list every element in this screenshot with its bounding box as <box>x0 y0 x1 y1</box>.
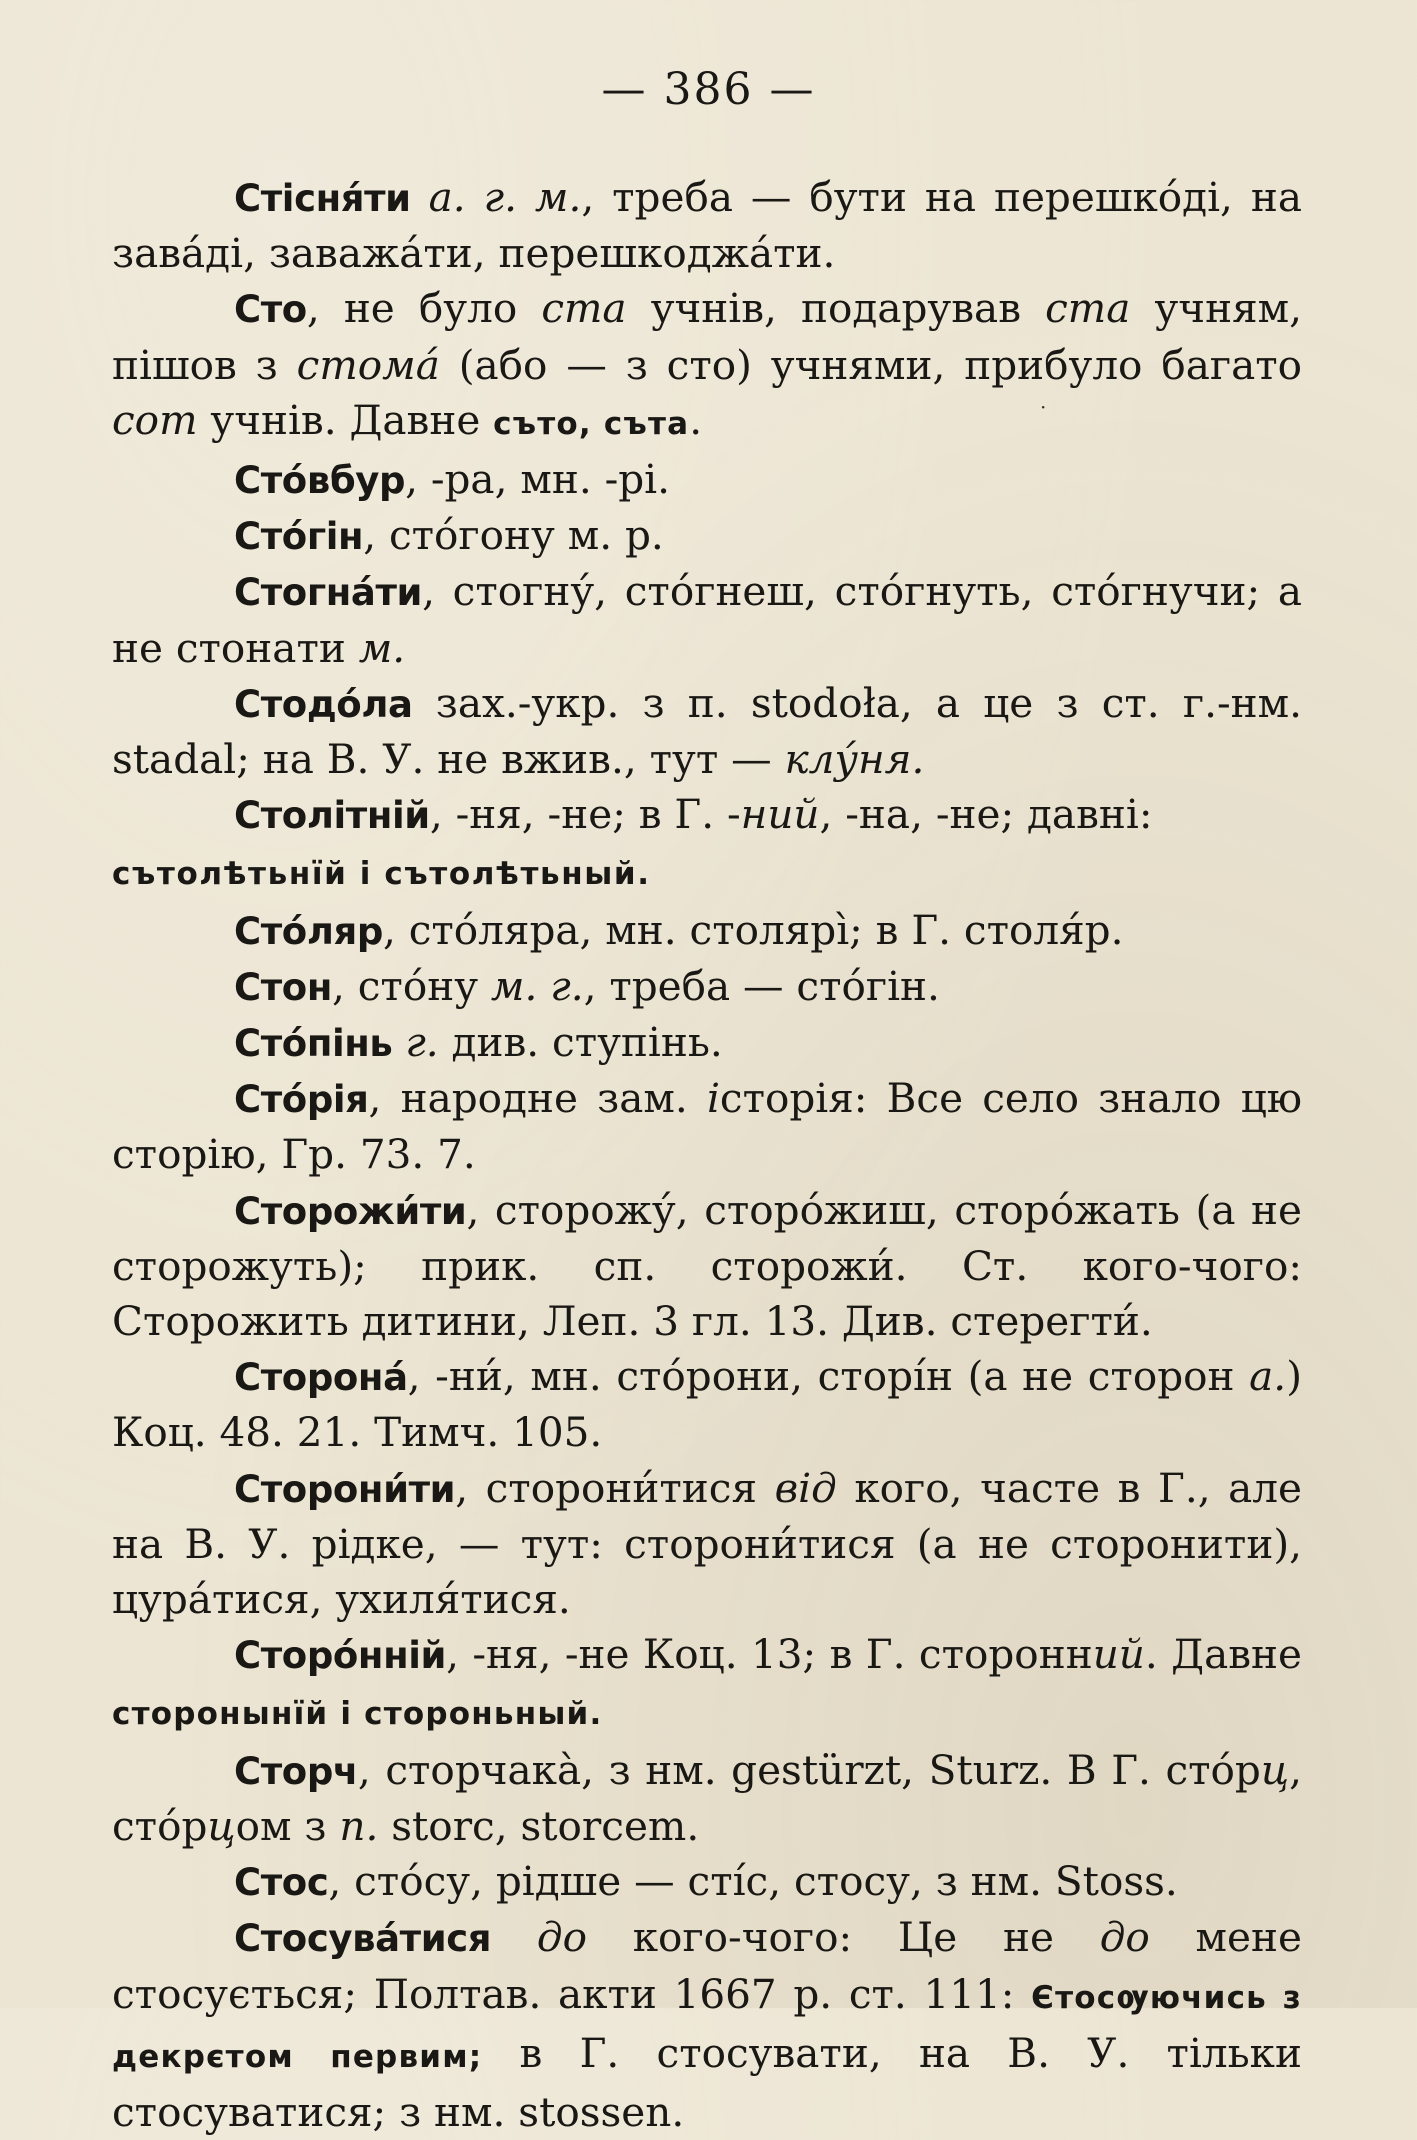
dictionary-entry <box>112 1071 1302 1182</box>
entry-text: , -ни́, мн. сто́рони, сторі́н (а не сторон <box>407 1352 1250 1401</box>
entry-headword: Стісня́ти <box>234 177 411 220</box>
old-slavonic-form: съто, съта <box>493 405 690 442</box>
dictionary-entry <box>112 1743 1302 1854</box>
entry-text <box>392 1018 405 1066</box>
entry-text: ) Коц. 48. 21. Тимч. 105. <box>112 1352 1302 1457</box>
dictionary-entry <box>112 281 1302 452</box>
entry-italic: ц <box>207 1801 236 1850</box>
entry-text: див. ступінь. <box>438 1018 723 1067</box>
entry-italic: м. г. <box>490 961 584 1010</box>
entry-italic: до <box>1099 1913 1150 1962</box>
entry-text: . <box>689 395 703 444</box>
ink-speck: · <box>1040 395 1047 419</box>
entry-text: , -ня, -не; в Г. - <box>429 790 741 839</box>
entry-text: , сто́р <box>112 1745 1302 1850</box>
entry-italic: ста <box>1045 284 1131 333</box>
entry-text: кого, часте в Г., але на В. У. рідке, — тут: сторони́тися (а не сторонити), цура́тися, ухиля́тися. <box>112 1463 1302 1624</box>
old-slavonic-form: сторонынїй і стороньный. <box>112 1696 603 1733</box>
entry-headword: Стогна́ти <box>234 571 423 615</box>
entry-headword: Сто́рія <box>234 1078 369 1122</box>
dictionary-entry <box>112 1854 1302 1910</box>
entry-headword: Стос <box>234 1861 329 1905</box>
dictionary-entry <box>112 1627 1302 1742</box>
entry-text: , сторони́тися <box>455 1463 775 1512</box>
dictionary-text <box>112 170 1302 2140</box>
entry-italic: від <box>774 1463 837 1512</box>
entry-italic: а. <box>1249 1352 1287 1401</box>
entry-text <box>491 1913 537 1961</box>
entry-headword: Сторожи́ти <box>234 1189 467 1233</box>
entry-text: в Г. стосувати, на В. У. тільки стосуватися; з нм. stossen. <box>112 2028 1302 2136</box>
entry-italic: ц <box>1260 1745 1290 1794</box>
entry-italic: ний <box>740 790 820 839</box>
entry-italic: і <box>706 1074 720 1123</box>
entry-italic: ста <box>541 284 627 333</box>
entry-text: учнів. Давне <box>197 395 494 444</box>
entry-text: storc, storcem. <box>378 1801 700 1850</box>
dictionary-entry <box>112 959 1302 1015</box>
entry-text: , сторчака̀, з нм. gestürzt, Sturz. В Г. сто́р <box>357 1745 1261 1794</box>
entry-headword: Сто <box>234 288 307 332</box>
entry-text: сторія: Все село знало цю сторію, Гр. 73. 7. <box>112 1074 1302 1179</box>
entry-headword: Сторч <box>234 1749 358 1793</box>
entry-text: , стогну́, сто́гнеш, сто́гнуть, сто́гнучи; а не стонати <box>112 567 1302 672</box>
dictionary-entry <box>112 787 1302 902</box>
entry-headword: Сто́пінь <box>234 1022 393 1066</box>
entry-headword: Сторона́ <box>234 1356 408 1400</box>
entry-text: , треба — бути на перешко́ді, на зава́ді, заважа́ти, перешкоджа́ти. <box>112 173 1302 278</box>
entry-italic: до <box>536 1913 587 1962</box>
entry-headword: Стон <box>234 965 332 1009</box>
entry-italic: ий <box>1092 1630 1145 1679</box>
dictionary-entry <box>112 1015 1302 1071</box>
entry-italic: стома́ <box>296 340 440 389</box>
dictionary-entry <box>112 676 1302 787</box>
entry-text: , сто́ляра, мн. столярі̀; в Г. столя́р. <box>382 905 1124 954</box>
old-slavonic-form: Єтосѹючись з декрєтом первим; <box>112 1979 1303 2075</box>
entry-headword: Сто́гін <box>234 515 364 559</box>
entry-italic: сот <box>112 395 198 444</box>
page-number: — 386 — <box>601 64 816 115</box>
entry-italic: клу́ня. <box>784 735 925 784</box>
entry-headword: Стосува́тися <box>234 1917 492 1961</box>
dictionary-entry <box>112 1349 1302 1460</box>
entry-text: , -ня, -не Коц. 13; в Г. сторонн <box>446 1630 1093 1679</box>
entry-text: , сто́ну <box>331 961 491 1010</box>
entry-italic: м. <box>358 623 406 672</box>
entry-italic: п. <box>339 1801 379 1850</box>
entry-headword: Столітній <box>234 794 430 838</box>
dictionary-entry <box>112 508 1302 564</box>
old-slavonic-form: сътолѣтьнїй і сътолѣтьный. <box>112 856 651 893</box>
entry-text: кого-чого: Це не <box>586 1913 1100 1962</box>
entry-text: , -ра, мн. -рі. <box>405 455 671 504</box>
dictionary-entry <box>112 1461 1302 1628</box>
entry-text: , народне зам. <box>368 1074 707 1123</box>
entry-text: , сто́су, рідше — сті́с, стосу, з нм. Stoss. <box>328 1857 1178 1906</box>
entry-text: учням, пішов з <box>112 284 1303 389</box>
entry-text: . Давне <box>1144 1630 1302 1679</box>
entry-text: , не було <box>306 284 542 333</box>
entry-text: учнів, подарував <box>626 284 1046 333</box>
entry-text: (або — з сто) учнями, прибуло багато <box>439 340 1303 389</box>
entry-text: ом з <box>235 1801 340 1850</box>
entry-text: зах.-укр. з п. stodoła, а це з ст. г.-нм. stadal; на В. У. не вжив., тут — <box>112 678 1302 784</box>
entry-headword: Стодо́ла <box>234 682 413 726</box>
entry-text: , сто́гону м. р. <box>363 511 664 560</box>
entry-italic: а. г. м. <box>428 173 582 221</box>
dictionary-entry <box>112 1183 1302 1350</box>
entry-text: мене стосується; Полтав. акти 1667 р. ст. 111: <box>112 1913 1302 2018</box>
entry-headword: Сто́вбур <box>234 459 406 503</box>
entry-text <box>411 173 429 221</box>
dictionary-entry <box>112 452 1302 508</box>
dictionary-entry <box>112 1910 1302 2140</box>
entry-text: , треба — сто́гін. <box>583 961 940 1010</box>
entry-italic: г. <box>405 1018 439 1067</box>
entry-headword: Сторо́нній <box>234 1634 447 1678</box>
dictionary-entry <box>112 564 1302 675</box>
dictionary-entry <box>112 903 1302 959</box>
entry-headword: Сто́ляр <box>234 909 383 953</box>
entry-headword: Сторони́ти <box>234 1467 456 1511</box>
dictionary-entry <box>112 170 1302 281</box>
entry-text: , -на, -не; давні: <box>819 790 1153 839</box>
entry-text: , сторожу́, сторо́жиш, сторо́жать (а не сторожуть); прик. сп. сторожи́. Ст. кого-чого: Сторожить дитини, Леп. 3 гл. 13. Див. стерегти́. <box>112 1185 1302 1346</box>
